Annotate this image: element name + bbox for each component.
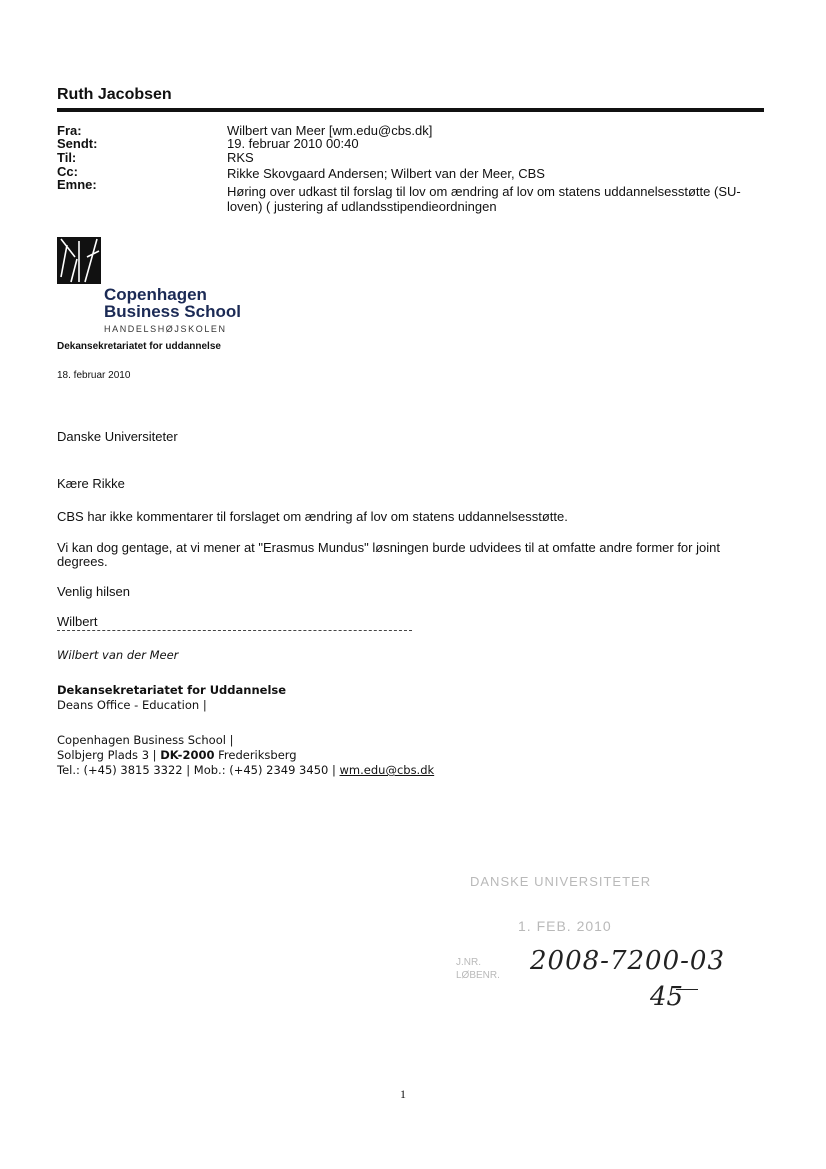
header-rule (57, 108, 764, 112)
letter-recipient: Danske Universiteter (57, 429, 178, 444)
handwritten-serial: 45 (650, 982, 684, 1012)
from-value: Wilbert van Meer [wm.edu@cbs.dk] (227, 123, 433, 138)
signature-divider (57, 630, 412, 631)
signature-department-en: Deans Office - Education | (57, 698, 207, 712)
address-street: Solbjerg Plads 3 | (57, 748, 161, 762)
handwritten-case-number: 2008-7200-03 (530, 946, 725, 976)
subject-value: Høring over udkast til forslag til lov om ændring af lov om statens uddannelsesstøtte (SU-loven) ( justering af udlandsstipendieordningen (227, 184, 741, 214)
address-city: Frederiksberg (214, 748, 297, 762)
logo-line-copenhagen: Copenhagen (104, 285, 207, 304)
handwritten-underline (676, 989, 698, 990)
letter-greeting: Kære Rikke (57, 476, 125, 491)
stamp-date: 1. FEB. 2010 (518, 918, 612, 934)
letter-signoff: Wilbert (57, 614, 98, 629)
sender-name: Ruth Jacobsen (57, 86, 172, 103)
sent-value: 19. februar 2010 00:40 (227, 136, 359, 151)
to-value: RKS (227, 150, 254, 165)
from-label: Fra: (57, 123, 82, 138)
signature-contact (57, 763, 434, 777)
signature-department: Dekansekretariatet for Uddannelse (57, 683, 287, 697)
letter-closing: Venlig hilsen (57, 584, 130, 599)
contact-phones: Tel.: (+45) 3815 3322 | Mob.: (+45) 2349 3450 | (57, 763, 340, 777)
sent-label: Sendt: (57, 136, 98, 151)
stamp-organization: DANSKE UNIVERSITETER (470, 874, 652, 889)
page-number: 1 (400, 1087, 406, 1101)
department-line: Dekansekretariatet for uddannelse (57, 341, 221, 352)
signature-email-link[interactable]: wm.edu@cbs.dk (339, 763, 435, 777)
stamp-jnr-label: J.NR. (456, 957, 481, 968)
cbs-logo-icon (57, 237, 101, 284)
address-postal: DK-2000 (160, 748, 215, 762)
signature-organization: Copenhagen Business School | (57, 733, 234, 747)
to-label: Til: (57, 150, 77, 165)
letter-date: 18. februar 2010 (57, 370, 131, 381)
cc-value: Rikke Skovgaard Andersen; Wilbert van der Meer, CBS (227, 166, 545, 181)
letter-paragraph-2: Vi kan dog gentage, at vi mener at "Erasmus Mundus" løsningen burde udvidees til at omfatte andre former for joint degrees. (57, 540, 720, 569)
stamp-loebenr-label: LØBENR. (456, 970, 500, 981)
logo-line-business-school: Business School (104, 302, 241, 321)
signature-name: Wilbert van der Meer (57, 648, 179, 662)
letter-paragraph-1: CBS har ikke kommentarer til forslaget om ændring af lov om statens uddannelsesstøtte. (57, 509, 568, 524)
cc-label: Cc: (57, 164, 78, 179)
logo-line-handelshojskolen: HANDELSHØJSKOLEN (104, 324, 227, 334)
subject-label: Emne: (57, 177, 97, 192)
signature-address (57, 748, 297, 762)
